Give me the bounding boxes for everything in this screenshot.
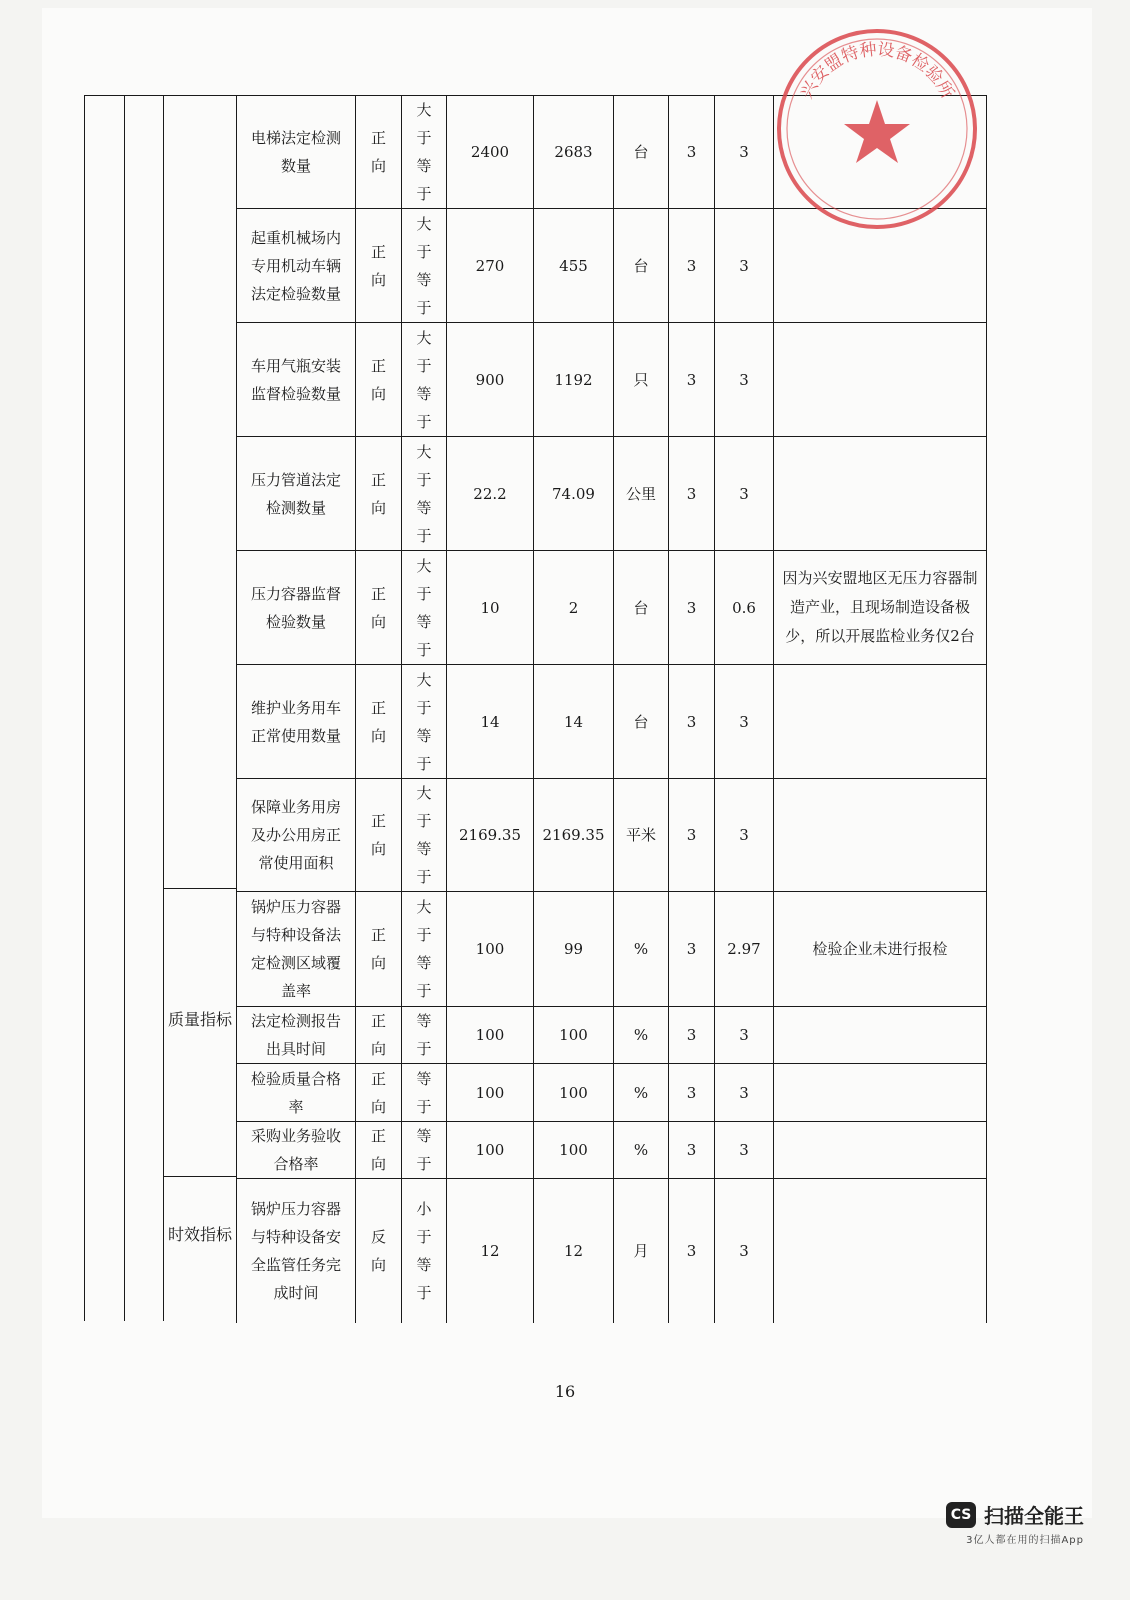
remark-cell xyxy=(774,665,987,779)
direction-cell: 正向 xyxy=(356,209,402,323)
indicator-name-cell: 锅炉压力容器与特种设备法定检测区域覆盖率 xyxy=(237,892,356,1007)
target-value-cell: 100 xyxy=(447,1007,534,1064)
remark-cell xyxy=(774,437,987,551)
unit-cell: 台 xyxy=(614,96,669,209)
actual-value-cell: 99 xyxy=(534,892,614,1007)
score-cell: 3 xyxy=(715,209,774,323)
indicator-name-cell: 车用气瓶安装监督检验数量 xyxy=(237,323,356,437)
unit-cell: % xyxy=(614,1064,669,1122)
seal-text: 兴安盟特种设备检验所 xyxy=(796,39,958,103)
unit-cell: 台 xyxy=(614,551,669,665)
target-value-cell: 2169.35 xyxy=(447,779,534,892)
remark-cell xyxy=(774,1122,987,1179)
weight-cell: 3 xyxy=(669,1064,715,1122)
direction-cell: 正向 xyxy=(356,1122,402,1179)
weight-cell: 3 xyxy=(669,551,715,665)
category-timeliness-label: 时效指标 xyxy=(167,1225,232,1244)
table-row xyxy=(237,323,987,437)
score-cell: 3 xyxy=(715,779,774,892)
scanner-watermark xyxy=(946,1500,1084,1546)
column-rule xyxy=(163,95,164,1321)
category-divider xyxy=(163,1176,237,1177)
direction-cell: 正向 xyxy=(356,96,402,209)
comparison-cell: 大于等于 xyxy=(402,892,447,1007)
target-value-cell: 2400 xyxy=(447,96,534,209)
actual-value-cell: 14 xyxy=(534,665,614,779)
direction-cell: 正向 xyxy=(356,665,402,779)
indicator-name-cell: 检验质量合格率 xyxy=(237,1064,356,1122)
target-value-cell: 100 xyxy=(447,1064,534,1122)
cs-logo-icon: CS xyxy=(946,1502,976,1528)
indicator-name-cell: 采购业务验收合格率 xyxy=(237,1122,356,1179)
weight-cell: 3 xyxy=(669,1007,715,1064)
comparison-cell: 等于 xyxy=(402,1064,447,1122)
comparison-cell: 等于 xyxy=(402,1122,447,1179)
target-value-cell: 22.2 xyxy=(447,437,534,551)
score-cell: 2.97 xyxy=(715,892,774,1007)
column-rule xyxy=(84,95,85,1321)
target-value-cell: 10 xyxy=(447,551,534,665)
comparison-cell: 大于等于 xyxy=(402,551,447,665)
weight-cell: 3 xyxy=(669,779,715,892)
official-seal xyxy=(772,24,982,234)
direction-cell: 正向 xyxy=(356,779,402,892)
remark-cell xyxy=(774,323,987,437)
score-cell: 3 xyxy=(715,1179,774,1323)
direction-cell: 正向 xyxy=(356,1064,402,1122)
category-divider xyxy=(163,888,237,889)
unit-cell: % xyxy=(614,1007,669,1064)
table-row xyxy=(237,892,987,1007)
weight-cell: 3 xyxy=(669,323,715,437)
comparison-cell: 大于等于 xyxy=(402,437,447,551)
unit-cell: 平米 xyxy=(614,779,669,892)
weight-cell: 3 xyxy=(669,209,715,323)
unit-cell: % xyxy=(614,892,669,1007)
comparison-cell: 大于等于 xyxy=(402,665,447,779)
comparison-cell: 大于等于 xyxy=(402,779,447,892)
actual-value-cell: 100 xyxy=(534,1064,614,1122)
unit-cell: 只 xyxy=(614,323,669,437)
score-cell: 3 xyxy=(715,437,774,551)
direction-cell: 正向 xyxy=(356,551,402,665)
indicator-name-cell: 锅炉压力容器与特种设备安全监管任务完成时间 xyxy=(237,1179,356,1323)
table-row xyxy=(237,551,987,665)
indicator-name-cell: 维护业务用车正常使用数量 xyxy=(237,665,356,779)
unit-cell: % xyxy=(614,1122,669,1179)
actual-value-cell: 12 xyxy=(534,1179,614,1323)
remark-cell xyxy=(774,1179,987,1323)
weight-cell: 3 xyxy=(669,892,715,1007)
actual-value-cell: 1192 xyxy=(534,323,614,437)
comparison-cell: 大于等于 xyxy=(402,96,447,209)
unit-cell: 台 xyxy=(614,665,669,779)
actual-value-cell: 74.09 xyxy=(534,437,614,551)
target-value-cell: 100 xyxy=(447,892,534,1007)
score-cell: 0.6 xyxy=(715,551,774,665)
score-cell: 3 xyxy=(715,323,774,437)
direction-cell: 正向 xyxy=(356,323,402,437)
comparison-cell: 小于等于 xyxy=(402,1179,447,1323)
direction-cell: 正向 xyxy=(356,437,402,551)
watermark-app-name: 扫描全能王 xyxy=(984,1504,1084,1528)
target-value-cell: 100 xyxy=(447,1122,534,1179)
indicator-name-cell: 压力管道法定检测数量 xyxy=(237,437,356,551)
indicator-table xyxy=(236,95,987,1323)
table-row xyxy=(237,1179,987,1323)
score-cell: 3 xyxy=(715,1064,774,1122)
unit-cell: 月 xyxy=(614,1179,669,1323)
actual-value-cell: 100 xyxy=(534,1007,614,1064)
score-cell: 3 xyxy=(715,665,774,779)
target-value-cell: 12 xyxy=(447,1179,534,1323)
table-row xyxy=(237,1007,987,1064)
page-number: 16 xyxy=(554,1382,576,1401)
target-value-cell: 900 xyxy=(447,323,534,437)
weight-cell: 3 xyxy=(669,96,715,209)
category-quality-label: 质量指标 xyxy=(167,1010,232,1029)
target-value-cell: 270 xyxy=(447,209,534,323)
indicator-name-cell: 起重机械场内专用机动车辆法定检验数量 xyxy=(237,209,356,323)
remark-cell xyxy=(774,1007,987,1064)
actual-value-cell: 2 xyxy=(534,551,614,665)
score-cell: 3 xyxy=(715,1122,774,1179)
indicator-name-cell: 保障业务用房及办公用房正常使用面积 xyxy=(237,779,356,892)
weight-cell: 3 xyxy=(669,437,715,551)
table-row xyxy=(237,1064,987,1122)
actual-value-cell: 2683 xyxy=(534,96,614,209)
weight-cell: 3 xyxy=(669,665,715,779)
indicator-name-cell: 电梯法定检测数量 xyxy=(237,96,356,209)
weight-cell: 3 xyxy=(669,1122,715,1179)
remark-cell: 检验企业未进行报检 xyxy=(774,892,987,1007)
direction-cell: 反向 xyxy=(356,1179,402,1323)
actual-value-cell: 2169.35 xyxy=(534,779,614,892)
comparison-cell: 大于等于 xyxy=(402,209,447,323)
comparison-cell: 等于 xyxy=(402,1007,447,1064)
table-top-rule xyxy=(84,95,236,96)
column-rule xyxy=(124,95,125,1321)
score-cell: 3 xyxy=(715,96,774,209)
indicator-name-cell: 压力容器监督检验数量 xyxy=(237,551,356,665)
table-row xyxy=(237,437,987,551)
target-value-cell: 14 xyxy=(447,665,534,779)
table-row xyxy=(237,665,987,779)
score-cell: 3 xyxy=(715,1007,774,1064)
remark-cell xyxy=(774,1064,987,1122)
table-row xyxy=(237,779,987,892)
remark-cell xyxy=(774,779,987,892)
unit-cell: 公里 xyxy=(614,437,669,551)
comparison-cell: 大于等于 xyxy=(402,323,447,437)
direction-cell: 正向 xyxy=(356,892,402,1007)
table-row xyxy=(237,1122,987,1179)
weight-cell: 3 xyxy=(669,1179,715,1323)
direction-cell: 正向 xyxy=(356,1007,402,1064)
actual-value-cell: 100 xyxy=(534,1122,614,1179)
actual-value-cell: 455 xyxy=(534,209,614,323)
remark-cell: 因为兴安盟地区无压力容器制造产业，且现场制造设备极少，所以开展监检业务仅2台 xyxy=(774,551,987,665)
unit-cell: 台 xyxy=(614,209,669,323)
indicator-name-cell: 法定检测报告出具时间 xyxy=(237,1007,356,1064)
watermark-slogan: 3亿人都在用的扫描App xyxy=(966,1535,1084,1546)
